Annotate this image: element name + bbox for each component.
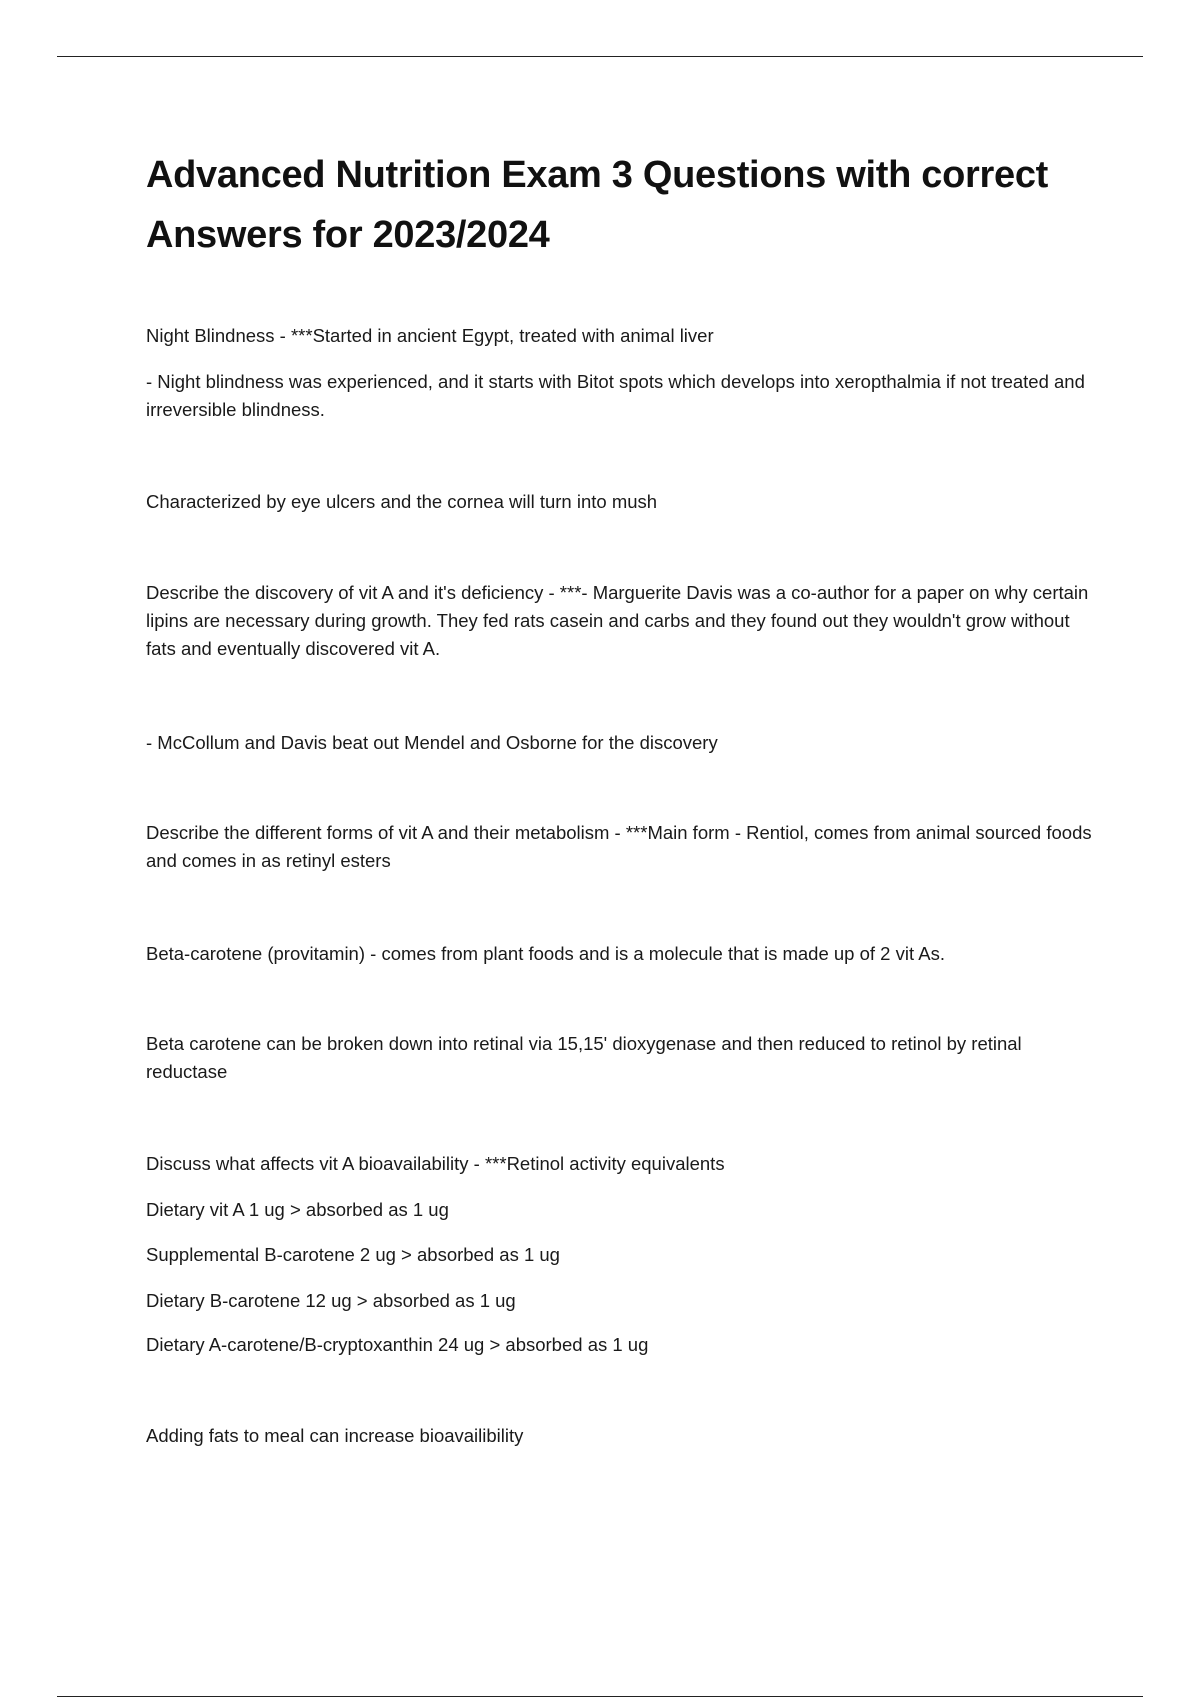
paragraph-mccollum-davis: - McCollum and Davis beat out Mendel and Osborne for the discovery [146, 732, 718, 753]
paragraph-discovery-vit-a: Describe the discovery of vit A and it's deficiency - ***- Marguerite Davis was a co-author for a paper on why certain lipins are necessary during growth. They fed rats casein and carbs and they found out they wouldn't grow without fats and eventually discovered vit A. [146, 582, 1089, 659]
paragraph-bioavailability: Discuss what affects vit A bioavailability - ***Retinol activity equivalents [146, 1153, 725, 1174]
paragraph-night-blindness-detail: - Night blindness was experienced, and it starts with Bitot spots which develops into xeropthalmia if not treated and irreversible blindness. [146, 371, 1085, 420]
paragraph-rae-dietary-vit-a: Dietary vit A 1 ug > absorbed as 1 ug [146, 1199, 449, 1220]
header-rule [57, 56, 1143, 57]
paragraph-beta-carotene: Beta-carotene (provitamin) - comes from plant foods and is a molecule that is made up of 2 vit As. [146, 943, 945, 964]
paragraph-night-blindness: Night Blindness - ***Started in ancient Egypt, treated with animal liver [146, 325, 714, 346]
paragraph-forms-vit-a: Describe the different forms of vit A and their metabolism - ***Main form - Rentiol, comes from animal sourced foods and comes in as retinyl esters [146, 822, 1092, 871]
paragraph-rae-supplemental-b-carotene: Supplemental B-carotene 2 ug > absorbed as 1 ug [146, 1244, 560, 1265]
paragraph-rae-a-carotene: Dietary A-carotene/B-cryptoxanthin 24 ug > absorbed as 1 ug [146, 1334, 649, 1355]
document-title: Advanced Nutrition Exam 3 Questions with correct Answers for 2023/2024 [146, 154, 1049, 256]
paragraph-adding-fats: Adding fats to meal can increase bioavailibility [146, 1425, 524, 1446]
footer-rule [57, 1696, 1143, 1697]
paragraph-eye-ulcers: Characterized by eye ulcers and the cornea will turn into mush [146, 491, 658, 512]
paragraph-beta-carotene-breakdown: Beta carotene can be broken down into retinal via 15,15' dioxygenase and then reduced to retinol by retinal reductase [146, 1033, 1022, 1082]
paragraph-rae-dietary-b-carotene: Dietary B-carotene 12 ug > absorbed as 1 ug [146, 1290, 516, 1311]
